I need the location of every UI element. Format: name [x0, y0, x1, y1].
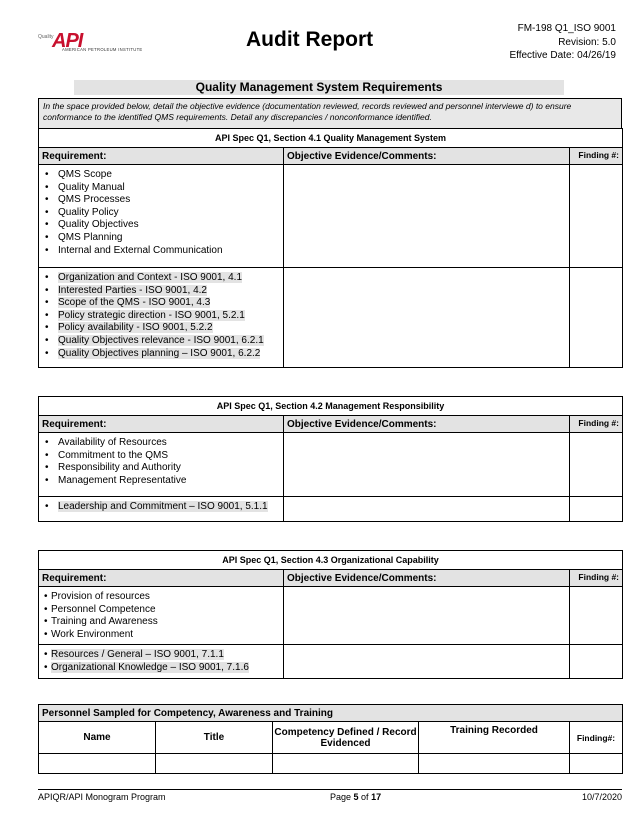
api-logo [38, 30, 158, 56]
requirement-item: • Responsibility and Authority [43, 462, 283, 475]
personnel-table [38, 704, 623, 774]
name-header: Name [39, 722, 156, 754]
requirement-item: • Quality Policy [43, 207, 283, 220]
requirement-cell [39, 268, 284, 368]
requirement-item: • Personnel Competence [43, 604, 283, 617]
finding-header: Finding#: [570, 722, 623, 754]
section-banner: Quality Management System Requirements [74, 80, 564, 95]
finding-cell[interactable] [570, 433, 623, 497]
section-title: API Spec Q1, Section 4.1 Quality Management System [39, 129, 623, 148]
competency-cell[interactable] [273, 754, 419, 774]
section-title: API Spec Q1, Section 4.3 Organizational Capability [39, 551, 623, 570]
instruction-text: In the space provided below, detail the objective evidence (documentation reviewed, records reviewed and personnel interviewe d) to ensure conformance to the identified QMS requirements. Detail any discrepancies / nonconformance identified. [38, 98, 622, 128]
requirement-item: • Management Representative [43, 475, 283, 488]
section-title: API Spec Q1, Section 4.2 Management Responsibility [39, 397, 623, 416]
requirement-item: • Availability of Resources [43, 437, 283, 450]
page-footer [38, 789, 622, 803]
training-cell[interactable] [419, 754, 570, 774]
requirement-header: Requirement: [39, 570, 284, 587]
form-id: FM-198 Q1_ISO 9001 [517, 23, 616, 34]
document-meta [509, 22, 616, 63]
requirement-cell [39, 433, 284, 497]
requirement-item: • Quality Objectives relevance - ISO 9001, 6.2.1 [43, 335, 283, 348]
requirement-item: • Commitment to the QMS [43, 450, 283, 463]
requirement-item: • Organization and Context - ISO 9001, 4.1 [43, 272, 283, 285]
document-title: Audit Report [246, 28, 374, 51]
requirement-item: • Quality Objectives planning – ISO 9001, 6.2.2 [43, 348, 283, 361]
finding-cell[interactable] [570, 587, 623, 645]
evidence-cell[interactable] [284, 497, 570, 522]
evidence-cell[interactable] [284, 645, 570, 678]
logo-prefix: Quality [38, 34, 54, 40]
evidence-header: Objective Evidence/Comments: [284, 148, 570, 165]
evidence-cell[interactable] [284, 433, 570, 497]
requirement-cell [39, 165, 284, 268]
section-table-4-1 [38, 128, 623, 368]
training-header: Training Recorded [419, 722, 570, 754]
requirement-item: • Interested Parties - ISO 9001, 4.2 [43, 285, 283, 298]
section-table-4-2 [38, 396, 623, 522]
finding-cell[interactable] [570, 754, 623, 774]
footer-program: APIQR/API Monogram Program [38, 792, 166, 802]
requirement-cell [39, 497, 284, 522]
competency-header: Competency Defined / Record Evidenced [273, 722, 419, 754]
requirement-item: • Policy strategic direction - ISO 9001, 5.2.1 [43, 310, 283, 323]
requirement-item: • Provision of resources [43, 591, 283, 604]
requirement-cell [39, 645, 284, 678]
requirement-item: • Training and Awareness [43, 616, 283, 629]
evidence-cell[interactable] [284, 268, 570, 368]
title-header: Title [156, 722, 273, 754]
requirement-item: • Organizational Knowledge – ISO 9001, 7.1.6 [43, 662, 283, 675]
evidence-header: Objective Evidence/Comments: [284, 570, 570, 587]
name-cell[interactable] [39, 754, 156, 774]
footer-page-number: Page 5 of 17 [330, 792, 382, 802]
title-cell[interactable] [156, 754, 273, 774]
revision: Revision: 5.0 [558, 36, 616, 48]
requirement-header: Requirement: [39, 148, 284, 165]
evidence-cell[interactable] [284, 587, 570, 645]
logo-subtitle: AMERICAN PETROLEUM INSTITUTE [62, 47, 143, 52]
finding-cell[interactable] [570, 497, 623, 522]
section-table-4-3 [38, 550, 623, 679]
requirement-header: Requirement: [39, 416, 284, 433]
page-header [0, 0, 638, 78]
finding-cell[interactable] [570, 165, 623, 268]
logo-text: API [52, 30, 83, 52]
finding-header: Finding #: [570, 570, 623, 587]
requirement-cell [39, 587, 284, 645]
requirement-item: • Scope of the QMS - ISO 9001, 4.3 [43, 297, 283, 310]
requirement-item: • Leadership and Commitment – ISO 9001, 5.1.1 [43, 501, 283, 514]
evidence-cell[interactable] [284, 165, 570, 268]
requirement-item: • Policy availability - ISO 9001, 5.2.2 [43, 322, 283, 335]
requirement-item: • Internal and External Communication [43, 245, 283, 258]
requirement-item: • Resources / General – ISO 9001, 7.1.1 [43, 649, 283, 662]
finding-header: Finding #: [570, 416, 623, 433]
finding-header: Finding #: [570, 148, 623, 165]
personnel-title: Personnel Sampled for Competency, Awareness and Training [39, 705, 623, 722]
requirement-item: • QMS Planning [43, 232, 283, 245]
finding-cell[interactable] [570, 268, 623, 368]
footer-date: 10/7/2020 [581, 792, 622, 802]
evidence-header: Objective Evidence/Comments: [284, 416, 570, 433]
requirement-item: • Quality Manual [43, 182, 283, 195]
requirement-item: • QMS Scope [43, 169, 283, 182]
effective-date: Effective Date: 04/26/19 [509, 50, 616, 61]
finding-cell[interactable] [570, 645, 623, 678]
requirement-item: • Quality Objectives [43, 219, 283, 232]
requirement-item: • Work Environment [43, 629, 283, 642]
requirement-item: • QMS Processes [43, 194, 283, 207]
